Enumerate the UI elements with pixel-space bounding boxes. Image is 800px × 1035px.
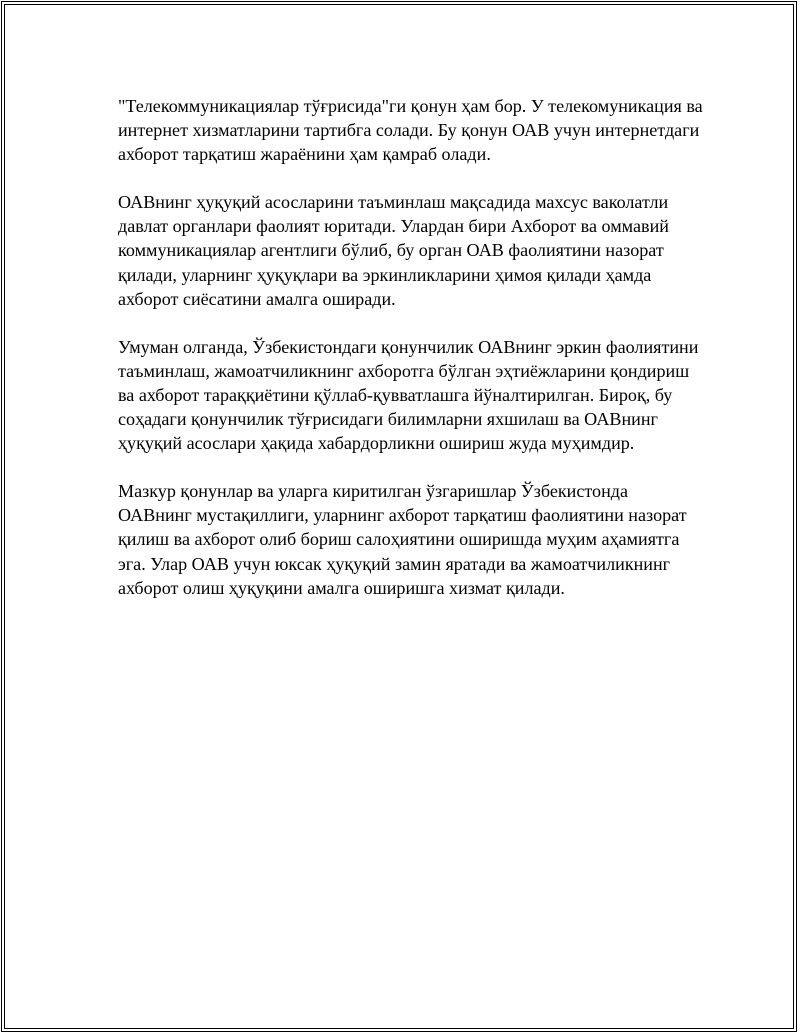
paragraph-telecom-law: "Телекоммуникациялар тўғрисида"ги қонун ҳам бор. У телекомуникация ва интернет хизматларини тартибга солади. Бу қонун ОАВ учун интернетдаги ахборот тарқатиш жараёнини ҳам қамраб олади. bbox=[118, 96, 703, 165]
document-body bbox=[118, 94, 703, 624]
paragraph-significance: Мазкур қонунлар ва уларга киритилган ўзгаришлар Ўзбекистонда ОАВнинг мустақиллиги, уларнинг ахборот тарқатиш фаолиятини назорат қилиш ва ахборот олиб бориш салоҳиятини оширишда муҳим аҳамиятга эга. Улар ОАВ учун юксак ҳуқуқий замин яратади ва жамоатчиликнинг ахборот олиш ҳуқуқини амалга оширишга хизмат қилади. bbox=[118, 481, 687, 598]
paragraph-regulatory-bodies: ОАВнинг ҳуқуқий асосларини таъминлаш мақсадида махсус ваколатли давлат органлари фаолият юритади. Улардан бири Ахборот ва оммавий коммуникациялар агентлиги бўлиб, бу орган ОАВ фаолиятини назорат қилади, уларнинг ҳуқуқлари ва эркинликларини ҳимоя қилади ҳамда ахборот сиёсатини амалга оширади. bbox=[118, 192, 669, 309]
paragraph-conclusion: Умуман олганда, Ўзбекистондаги қонунчилик ОАВнинг эркин фаолиятини таъминлаш, жамоатчиликнинг ахборотга бўлган эҳтиёжларини қондириш ва ахборот тараққиётини қўллаб-қувватлашга йўналтирилган. Бироқ, бу соҳадаги қонунчилик тўғрисидаги билимларни яхшилаш ва ОАВнинг ҳуқуқий асослари ҳақида хабардорликни ошириш жуда муҳимдир. bbox=[118, 336, 699, 454]
